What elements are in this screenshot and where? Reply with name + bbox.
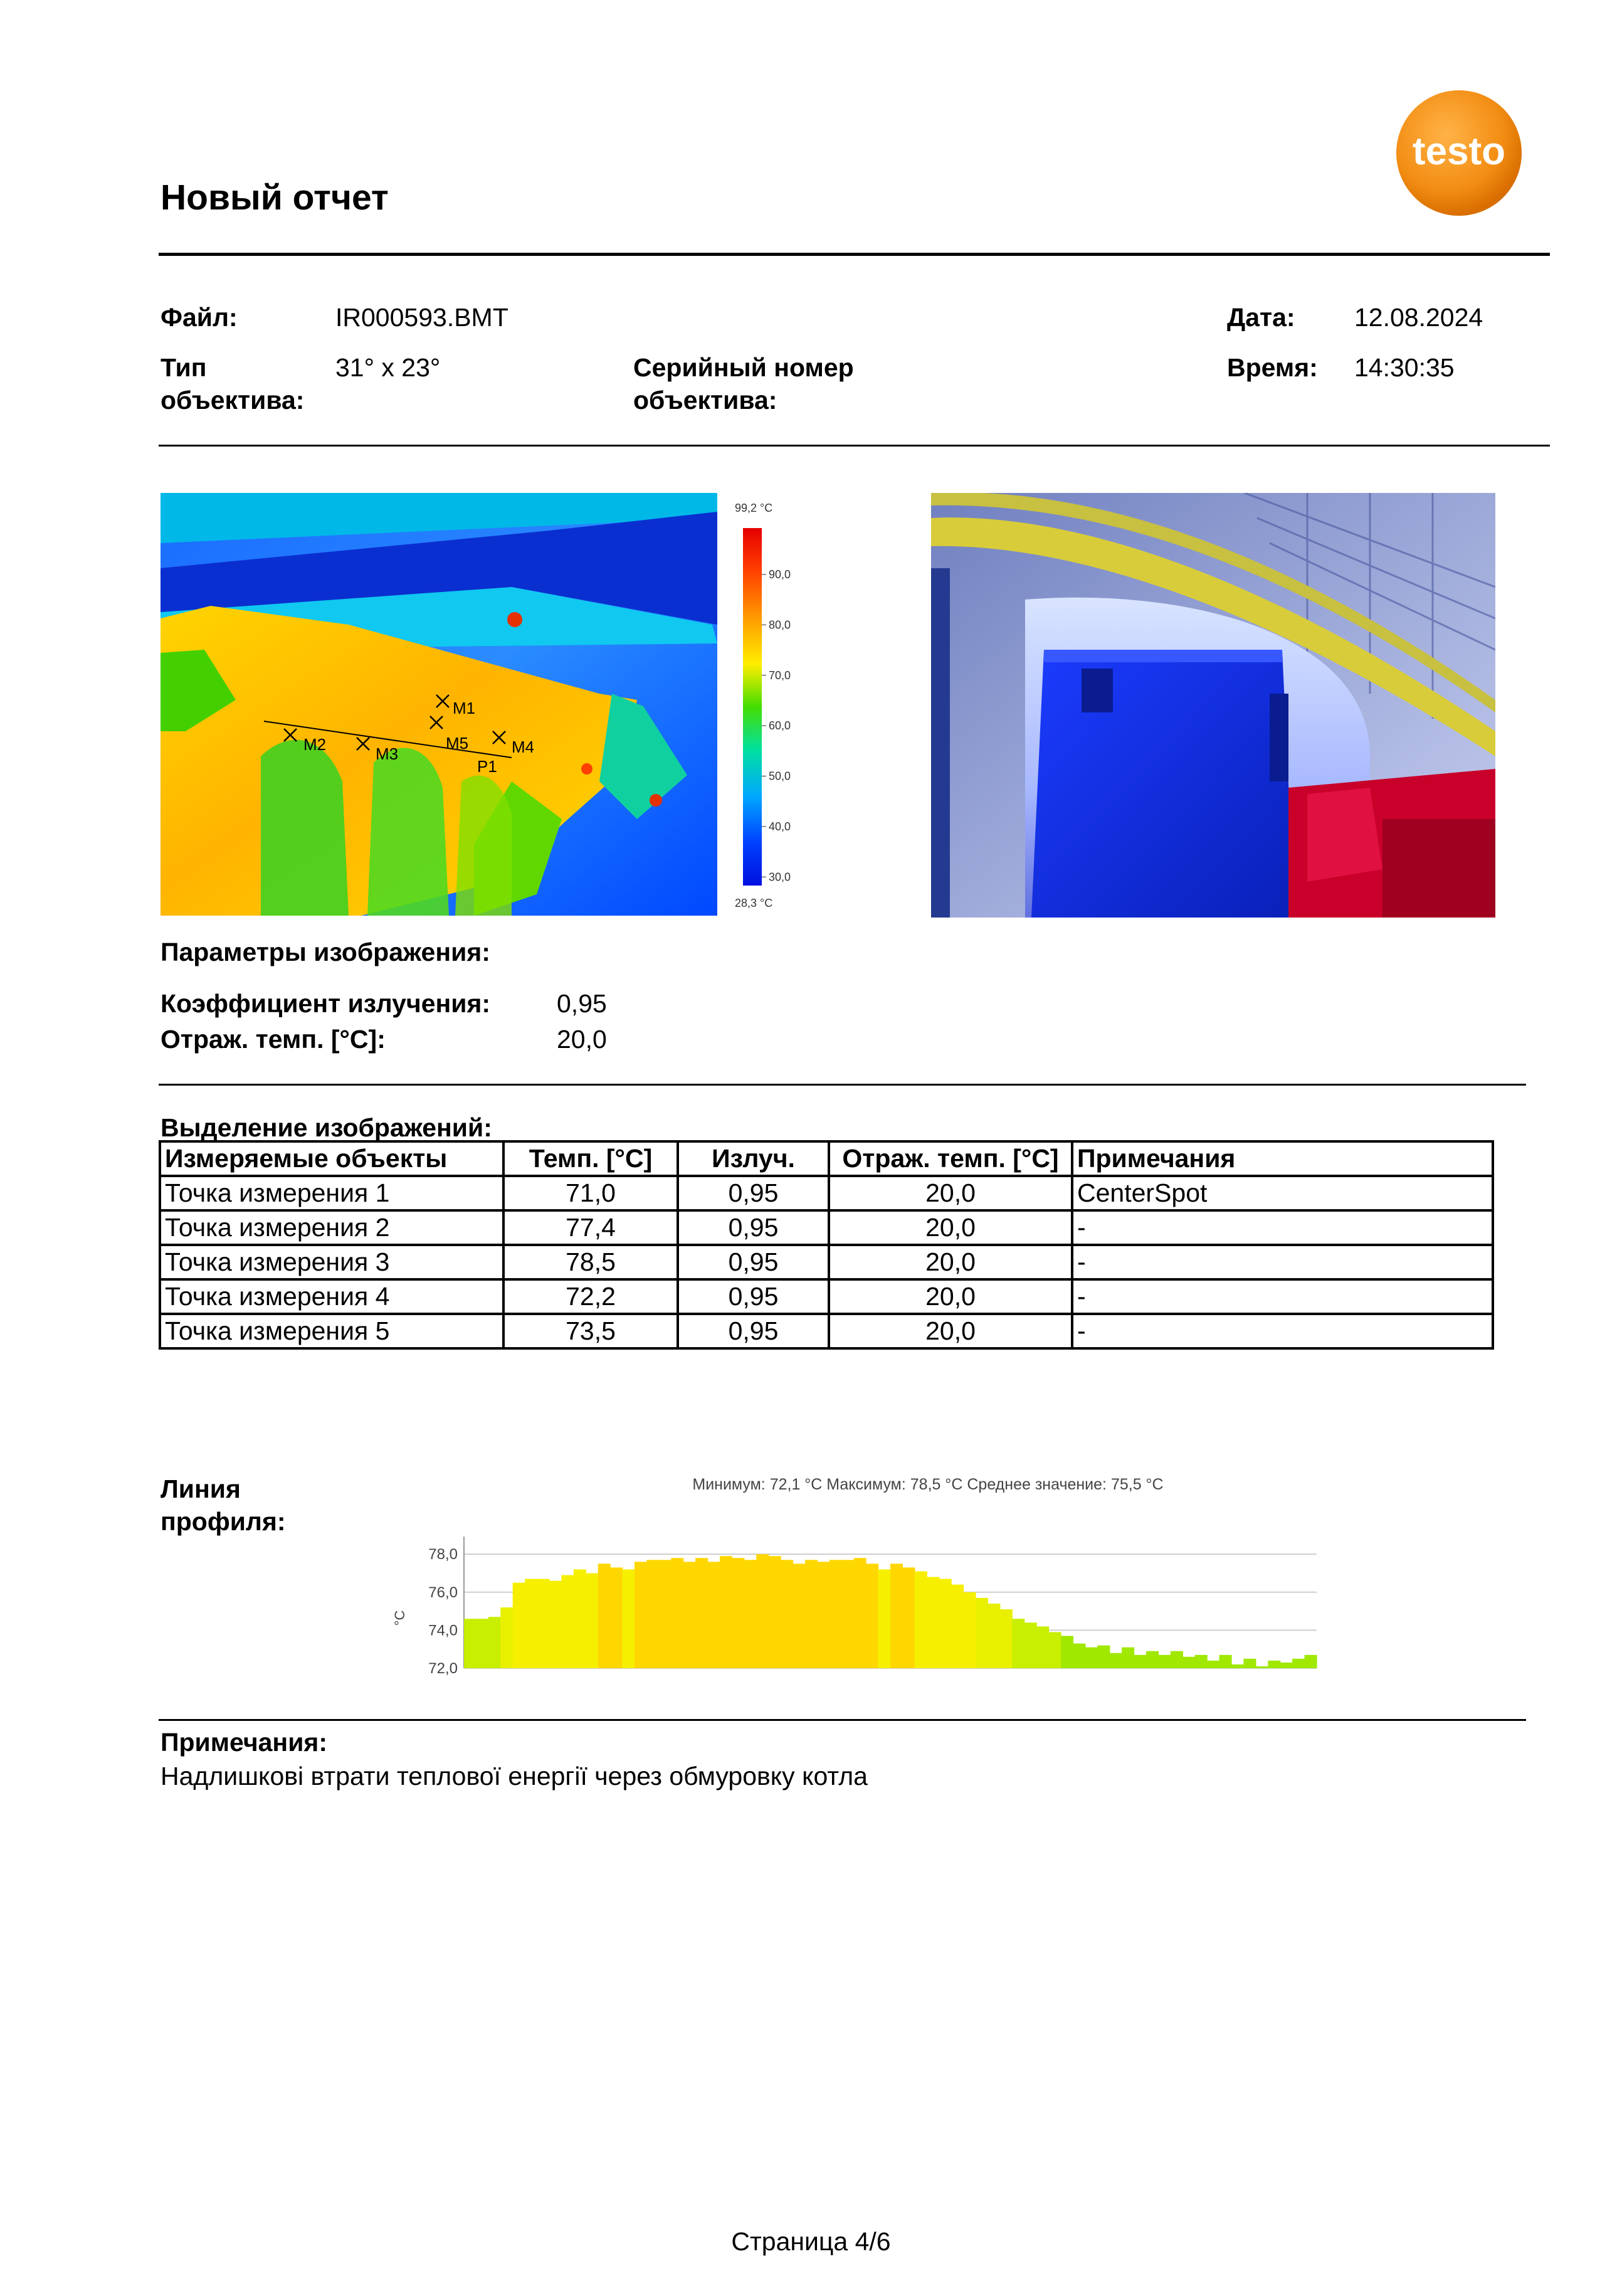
cell-refl-temp: 20,0 (829, 1210, 1072, 1245)
y-tick-label: 72,0 (428, 1660, 458, 1677)
profile-bar (964, 1592, 976, 1668)
profile-bar (1012, 1619, 1024, 1668)
profile-bar (829, 1560, 842, 1668)
y-tick-label: 76,0 (428, 1584, 458, 1601)
cell-object: Точка измерения 5 (160, 1314, 503, 1348)
marker-p1: P1 (477, 757, 497, 776)
cell-object: Точка измерения 2 (160, 1210, 503, 1245)
cell-object: Точка измерения 4 (160, 1279, 503, 1314)
cell-refl-temp: 20,0 (829, 1245, 1072, 1279)
cell-refl-temp: 20,0 (829, 1279, 1072, 1314)
table-header-row (160, 1141, 1493, 1176)
profile-bar (1146, 1651, 1159, 1668)
cell-notes: - (1072, 1314, 1493, 1348)
cell-emissivity: 0,95 (678, 1176, 829, 1210)
profile-bar (683, 1562, 696, 1668)
cell-temp: 78,5 (503, 1245, 678, 1279)
emissivity-value: 0,95 (557, 989, 607, 1018)
cell-notes: - (1072, 1279, 1493, 1314)
scale-tick-label: 40,0 (769, 820, 791, 833)
profile-bar (1158, 1655, 1171, 1668)
profile-bar (841, 1560, 854, 1668)
notes-heading: Примечания: (161, 1728, 327, 1757)
profile-bar (939, 1579, 952, 1668)
profile-bar (1049, 1632, 1061, 1668)
visual-photo (931, 493, 1495, 918)
profile-bar (927, 1577, 939, 1668)
lens-value: 31° x 23° (335, 353, 441, 382)
profile-bar (1110, 1653, 1122, 1668)
profile-bar (525, 1579, 537, 1668)
marker-m1: M1 (453, 699, 476, 717)
file-value: IR000593.BMT (335, 303, 508, 332)
date-value: 12.08.2024 (1354, 303, 1483, 332)
scale-tick-label: 70,0 (769, 669, 791, 682)
profile-bar (464, 1619, 477, 1668)
profile-bar (744, 1560, 757, 1668)
testo-logo (1388, 82, 1530, 225)
col-temp: Темп. [°C] (503, 1141, 678, 1176)
profile-bar (756, 1554, 769, 1668)
profile-stats: Минимум: 72,1 °C Максимум: 78,5 °C Среднее значение: 75,5 °C (692, 1476, 1164, 1493)
scale-tick-label: 60,0 (769, 719, 791, 733)
profile-bar (1134, 1655, 1147, 1668)
marker-m2: M2 (303, 735, 327, 754)
date-label: Дата: (1227, 303, 1295, 332)
col-object: Измеряемые объекты (160, 1141, 503, 1176)
profile-bar (708, 1562, 720, 1668)
y-tick-label: 74,0 (428, 1622, 458, 1639)
profile-bar (1085, 1648, 1098, 1668)
logo-text: testo (1412, 130, 1506, 173)
table-row (160, 1314, 1493, 1348)
profile-bar (1207, 1661, 1219, 1668)
cell-emissivity: 0,95 (678, 1314, 829, 1348)
profile-bar (1122, 1648, 1134, 1668)
profile-bar (561, 1575, 574, 1668)
col-notes: Примечания (1072, 1141, 1493, 1176)
profile-bar (549, 1581, 562, 1668)
profile-bar (1000, 1609, 1013, 1668)
profile-bar (1231, 1664, 1244, 1668)
measurement-table (159, 1140, 1494, 1350)
profile-bar (866, 1563, 878, 1668)
profile-label-line2: профиля: (161, 1507, 286, 1536)
y-axis-label: °C (392, 1610, 408, 1626)
profile-bar (1268, 1661, 1280, 1668)
lens-label (161, 351, 304, 416)
profile-bar (476, 1619, 488, 1668)
profile-bar (537, 1579, 550, 1668)
thermal-color-scale (722, 493, 798, 916)
table-row (160, 1279, 1493, 1314)
profile-bar (976, 1598, 988, 1668)
profile-bar (635, 1562, 647, 1668)
profile-bar (513, 1583, 525, 1668)
profile-bar (646, 1560, 659, 1668)
profile-bar (878, 1569, 891, 1668)
cell-notes: - (1072, 1210, 1493, 1245)
scale-tick-label: 30,0 (769, 870, 791, 884)
refl-temp-label: Отраж. темп. [°C]: (161, 1025, 386, 1054)
profile-bar (500, 1607, 513, 1668)
profile-label-line1: Линия (161, 1474, 241, 1503)
profile-bar (1280, 1663, 1293, 1668)
cell-notes: - (1072, 1245, 1493, 1279)
profile-bar (987, 1604, 1000, 1668)
profile-bar (915, 1571, 927, 1668)
cell-temp: 73,5 (503, 1314, 678, 1348)
profile-bar (1256, 1666, 1268, 1668)
profile-bar (671, 1558, 683, 1668)
cell-refl-temp: 20,0 (829, 1314, 1072, 1348)
profile-bar (1219, 1655, 1232, 1668)
marker-m3: M3 (376, 744, 399, 763)
profile-bar (720, 1556, 732, 1668)
profile-bar (623, 1569, 635, 1668)
profile-bar (695, 1558, 708, 1668)
thermal-image (161, 493, 722, 916)
profile-bar (1097, 1646, 1110, 1668)
profile-bar (1073, 1644, 1085, 1668)
report-title: Новый отчет (161, 177, 389, 218)
y-tick-label: 78,0 (428, 1546, 458, 1563)
profile-bar (1024, 1622, 1037, 1668)
cell-temp: 72,2 (503, 1279, 678, 1314)
time-value: 14:30:35 (1354, 353, 1455, 382)
profile-bar (598, 1563, 611, 1668)
cell-emissivity: 0,95 (678, 1245, 829, 1279)
profile-chart (376, 1468, 1329, 1681)
profile-bar (793, 1563, 806, 1668)
serial-label-line1: Серийный номер (633, 353, 854, 382)
profile-bar (1243, 1659, 1256, 1668)
profile-bar (586, 1573, 598, 1668)
file-label: Файл: (161, 303, 238, 332)
marker-m5: M5 (446, 734, 469, 753)
table-row (160, 1176, 1493, 1210)
title-rule (159, 253, 1550, 256)
emissivity-label: Коэффициент излучения: (161, 989, 491, 1018)
serial-label-line2: объектива: (633, 386, 777, 415)
profile-bar (1182, 1657, 1195, 1668)
profile-bar (951, 1585, 964, 1668)
cell-temp: 71,0 (503, 1176, 678, 1210)
page-number: Страница 4/6 (731, 2227, 891, 2256)
table-row (160, 1210, 1493, 1245)
profile-bar (1195, 1655, 1208, 1668)
cell-refl-temp: 20,0 (829, 1176, 1072, 1210)
cell-object: Точка измерения 1 (160, 1176, 503, 1210)
scale-min-label: 28,3 °C (735, 897, 773, 909)
profile-bar (854, 1558, 866, 1668)
profile-bar (1305, 1655, 1317, 1668)
col-refl-temp: Отраж. темп. [°C] (829, 1141, 1072, 1176)
profile-bar (1292, 1659, 1305, 1668)
profile-label (161, 1473, 286, 1538)
profile-bar (610, 1567, 623, 1668)
profile-bar (1171, 1651, 1183, 1668)
profile-bar (769, 1556, 781, 1668)
time-label: Время: (1227, 353, 1318, 382)
serial-label (633, 351, 854, 416)
profile-bar (732, 1558, 744, 1668)
profile-bar (574, 1569, 586, 1668)
profile-bar (781, 1560, 793, 1668)
scale-tick-label: 90,0 (769, 568, 791, 581)
profile-bar (659, 1560, 671, 1668)
info-rule (159, 445, 1550, 447)
scale-tick-label: 50,0 (769, 770, 791, 783)
cell-temp: 77,4 (503, 1210, 678, 1245)
profile-bar (817, 1562, 829, 1668)
profile-bar (1036, 1626, 1049, 1668)
cell-notes: CenterSpot (1072, 1176, 1493, 1210)
refl-temp-value: 20,0 (557, 1025, 607, 1054)
image-params-heading: Параметры изображения: (161, 938, 490, 966)
cell-emissivity: 0,95 (678, 1210, 829, 1245)
params-rule (159, 1084, 1526, 1086)
marker-m4: M4 (512, 738, 535, 756)
profile-bar (488, 1617, 501, 1668)
notes-text: Надлишкові втрати теплової енергії через обмуровку котла (161, 1762, 868, 1791)
profile-bar (902, 1567, 915, 1668)
profile-bar (1061, 1636, 1073, 1668)
cell-object: Точка измерения 3 (160, 1245, 503, 1279)
markers-heading: Выделение изображений: (161, 1113, 492, 1142)
scale-max-label: 99,2 °C (735, 502, 773, 514)
scale-tick-label: 80,0 (769, 618, 791, 632)
lens-label-line1: Тип (161, 353, 207, 382)
col-emissivity: Излуч. (678, 1141, 829, 1176)
lens-label-line2: объектива: (161, 386, 305, 415)
profile-bar (890, 1563, 903, 1668)
notes-rule (159, 1719, 1526, 1721)
table-row (160, 1245, 1493, 1279)
cell-emissivity: 0,95 (678, 1279, 829, 1314)
profile-bar (805, 1560, 818, 1668)
